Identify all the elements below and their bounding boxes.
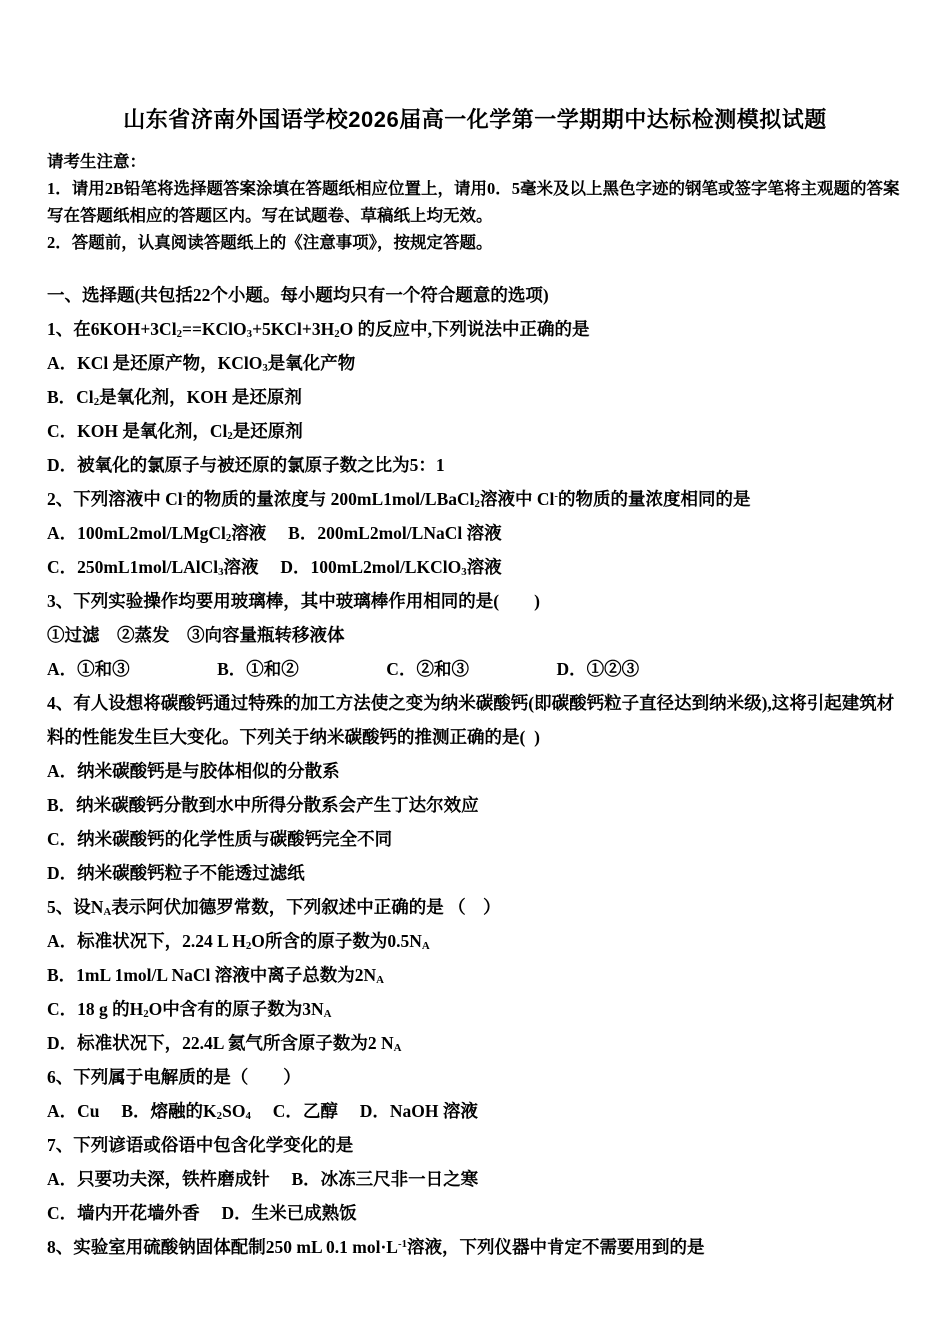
question-3 (47, 584, 903, 686)
question-5-option: C．18 g 的$H_2O$中含有的原子数为$3N_A$ (47, 999, 332, 1020)
question-7 (47, 1128, 903, 1230)
question-6-stem: 6、下列属于电解质的是（ ） (47, 1067, 301, 1087)
question-1-stem: 1、在$6KOH+3Cl_2==KClO_3+5KCl+3H_2O$ 的反应中,下列说法中正确的是 (47, 319, 590, 340)
question-8 (47, 1230, 903, 1264)
question-2 (47, 482, 903, 584)
page-title: 山东省济南外国语学校2026届高一化学第一学期期中达标检测模拟试题 (123, 107, 827, 132)
question-2-option: A．100mL2mol/LMgCl$_2$溶液 B．200mL2mol/LNaCl 溶液 (47, 523, 502, 544)
question-4 (47, 686, 903, 890)
section-heading: 一、选择题(共包括22个小题。每小题均只有一个符合题意的选项) (47, 285, 549, 305)
question-6 (47, 1060, 903, 1128)
question-1-option: D．被氧化的氯原子与被还原的氯原子数之比为5：1 (47, 455, 445, 475)
question-7-option: C．墙内开花墙外香 D．生米已成熟饭 (47, 1203, 357, 1223)
question-1-option: A．KCl 是还原产物，KClO$_3$是氧化产物 (47, 353, 356, 374)
question-5-option: A．标准状况下，2.24 L $H_2O$所含的原子数为$0.5N_A$ (47, 931, 430, 952)
question-1-option: C．KOH 是氧化剂，$Cl_2$是还原剂 (47, 421, 303, 442)
question-5-option: D．标准状况下，22.4L 氦气所含原子数为2 $N_A$ (47, 1033, 402, 1054)
question-4-option: B．纳米碳酸钙分散到水中所得分散系会产生丁达尔效应 (47, 795, 479, 815)
question-4-option: C．纳米碳酸钙的化学性质与碳酸钙完全不同 (47, 829, 393, 849)
question-4-option: A．纳米碳酸钙是与胶体相似的分散系 (47, 761, 340, 781)
notice-heading: 请考生注意： (47, 152, 146, 171)
questions-list (47, 312, 903, 1264)
notice-block (47, 148, 903, 256)
notice-item-1: 1．请用2B铅笔将选择题答案涂填在答题纸相应位置上，请用0．5毫米及以上黑色字迹的钢笔或签字笔将主观题的答案写在答题纸相应的答题区内。写在试题卷、草稿纸上均无效。 (47, 179, 900, 225)
question-2-option: C．250mL1mol/LAlCl$_3$溶液 D．100mL2mol/LKClO$_3$溶液 (47, 557, 502, 578)
question-1-option: B．$Cl_2$是氧化剂，KOH 是还原剂 (47, 387, 302, 408)
question-5-stem: 5、设$N_A$表示阿伏加德罗常数，下列叙述中正确的是 （ ） (47, 897, 501, 918)
question-2-stem: 2、下列溶液中 Cl-的物质的量浓度与 200mL1mol/LBaCl$_2$溶液中 Cl-的物质的量浓度相同的是 (47, 489, 751, 510)
question-7-stem: 7、下列谚语或俗语中包含化学变化的是 (47, 1135, 354, 1155)
question-8-stem: 8、实验室用硫酸钠固体配制250 mL 0.1 $mol\cdot L^{-1}$溶液，下列仪器中肯定不需要用到的是 (47, 1237, 705, 1257)
question-7-option: A．只要功夫深，铁杵磨成针 B．冰冻三尺非一日之寒 (47, 1169, 479, 1189)
question-3-option: A．①和③ B．①和② C．②和③ D．①②③ (47, 659, 640, 679)
question-4-option: D．纳米碳酸钙粒子不能透过滤纸 (47, 863, 305, 883)
notice-item-2: 2．答题前，认真阅读答题纸上的《注意事项》，按规定答题。 (47, 233, 493, 252)
question-4-stem: 4、有人设想将碳酸钙通过特殊的加工方法使之变为纳米碳酸钙(即碳酸钙粒子直径达到纳米级),这将引起建筑材料的性能发生巨大变化。下列关于纳米碳酸钙的推测正确的是( ) (47, 693, 895, 747)
question-6-option: A．Cu B．熔融的$K_2SO_4$ C．乙醇 D．NaOH 溶液 (47, 1101, 478, 1122)
question-5 (47, 890, 903, 1060)
question-3-stem: 3、下列实验操作均要用玻璃棒，其中玻璃棒作用相同的是( ) (47, 591, 540, 611)
question-3-option: ①过滤 ②蒸发 ③向容量瓶转移液体 (47, 625, 345, 645)
question-1 (47, 312, 903, 482)
question-5-option: B．1mL 1mol/L NaCl 溶液中离子总数为$2N_A$ (47, 965, 384, 986)
